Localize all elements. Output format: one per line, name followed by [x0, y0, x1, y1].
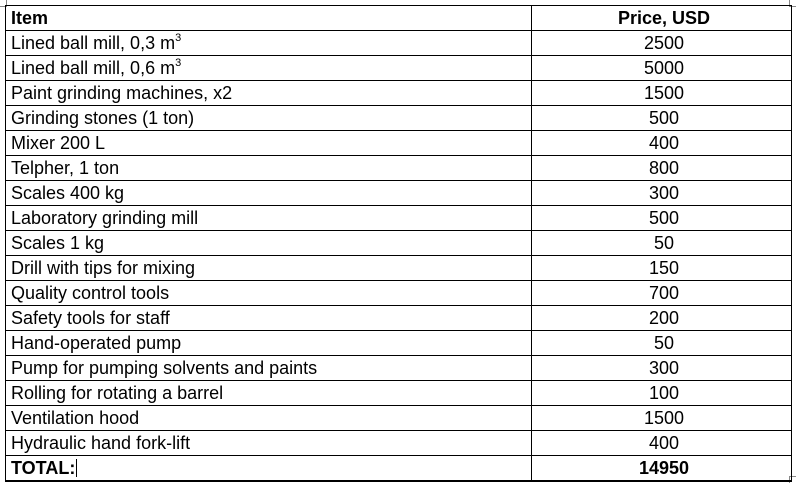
price-cell[interactable]: 5000	[532, 56, 792, 81]
price-cell[interactable]: 500	[532, 206, 792, 231]
equipment-price-table	[5, 5, 792, 482]
price-cell[interactable]: 500	[532, 106, 792, 131]
item-cell[interactable]: Pump for pumping solvents and paints	[6, 356, 532, 381]
table-body	[6, 31, 792, 482]
table-row	[6, 381, 792, 406]
item-cell[interactable]: Telpher, 1 ton	[6, 156, 532, 181]
table-row	[6, 406, 792, 431]
item-cell[interactable]: Scales 400 kg	[6, 181, 532, 206]
table-row	[6, 156, 792, 181]
item-cell[interactable]	[6, 56, 532, 81]
total-label-cell[interactable]	[6, 456, 532, 482]
item-cell[interactable]: Hand-operated pump	[6, 331, 532, 356]
item-cell[interactable]: Safety tools for staff	[6, 306, 532, 331]
text-cursor	[76, 459, 77, 477]
table-row	[6, 181, 792, 206]
item-cell[interactable]: Grinding stones (1 ton)	[6, 106, 532, 131]
total-row	[6, 456, 792, 482]
price-cell[interactable]: 300	[532, 181, 792, 206]
item-cell[interactable]: Scales 1 kg	[6, 231, 532, 256]
table-row	[6, 231, 792, 256]
item-cell[interactable]: Mixer 200 L	[6, 131, 532, 156]
item-cell[interactable]: Paint grinding machines, x2	[6, 81, 532, 106]
price-cell[interactable]: 800	[532, 156, 792, 181]
price-cell[interactable]: 2500	[532, 31, 792, 56]
price-cell[interactable]: 400	[532, 431, 792, 456]
item-cell[interactable]: Ventilation hood	[6, 406, 532, 431]
table-row	[6, 31, 792, 56]
item-text: Lined ball mill, 0,6 m	[11, 58, 176, 78]
item-cell[interactable]	[6, 31, 532, 56]
total-label: TOTAL:	[11, 458, 76, 478]
price-cell[interactable]: 200	[532, 306, 792, 331]
item-cell[interactable]: Rolling for rotating a barrel	[6, 381, 532, 406]
price-cell[interactable]: 400	[532, 131, 792, 156]
table-row	[6, 56, 792, 81]
superscript: 3	[175, 57, 182, 69]
price-cell[interactable]: 1500	[532, 81, 792, 106]
item-cell[interactable]: Drill with tips for mixing	[6, 256, 532, 281]
table-row	[6, 81, 792, 106]
table-row	[6, 256, 792, 281]
price-cell[interactable]: 700	[532, 281, 792, 306]
item-text: Lined ball mill, 0,3 m	[11, 33, 176, 53]
table-row	[6, 431, 792, 456]
table-row	[6, 206, 792, 231]
price-cell[interactable]: 50	[532, 231, 792, 256]
price-cell[interactable]: 300	[532, 356, 792, 381]
item-cell[interactable]: Laboratory grinding mill	[6, 206, 532, 231]
superscript: 3	[175, 32, 182, 44]
column-header-price[interactable]: Price, USD	[532, 6, 792, 31]
table-header-row	[6, 6, 792, 31]
column-header-item[interactable]: Item	[6, 6, 532, 31]
table-row	[6, 106, 792, 131]
item-cell[interactable]: Hydraulic hand fork-lift	[6, 431, 532, 456]
table-row	[6, 131, 792, 156]
table-row	[6, 281, 792, 306]
table-row	[6, 356, 792, 381]
price-cell[interactable]: 150	[532, 256, 792, 281]
table-row	[6, 331, 792, 356]
price-cell[interactable]: 1500	[532, 406, 792, 431]
table-row	[6, 306, 792, 331]
price-cell[interactable]: 50	[532, 331, 792, 356]
total-price-cell[interactable]: 14950	[532, 456, 792, 482]
price-cell[interactable]: 100	[532, 381, 792, 406]
item-cell[interactable]: Quality control tools	[6, 281, 532, 306]
